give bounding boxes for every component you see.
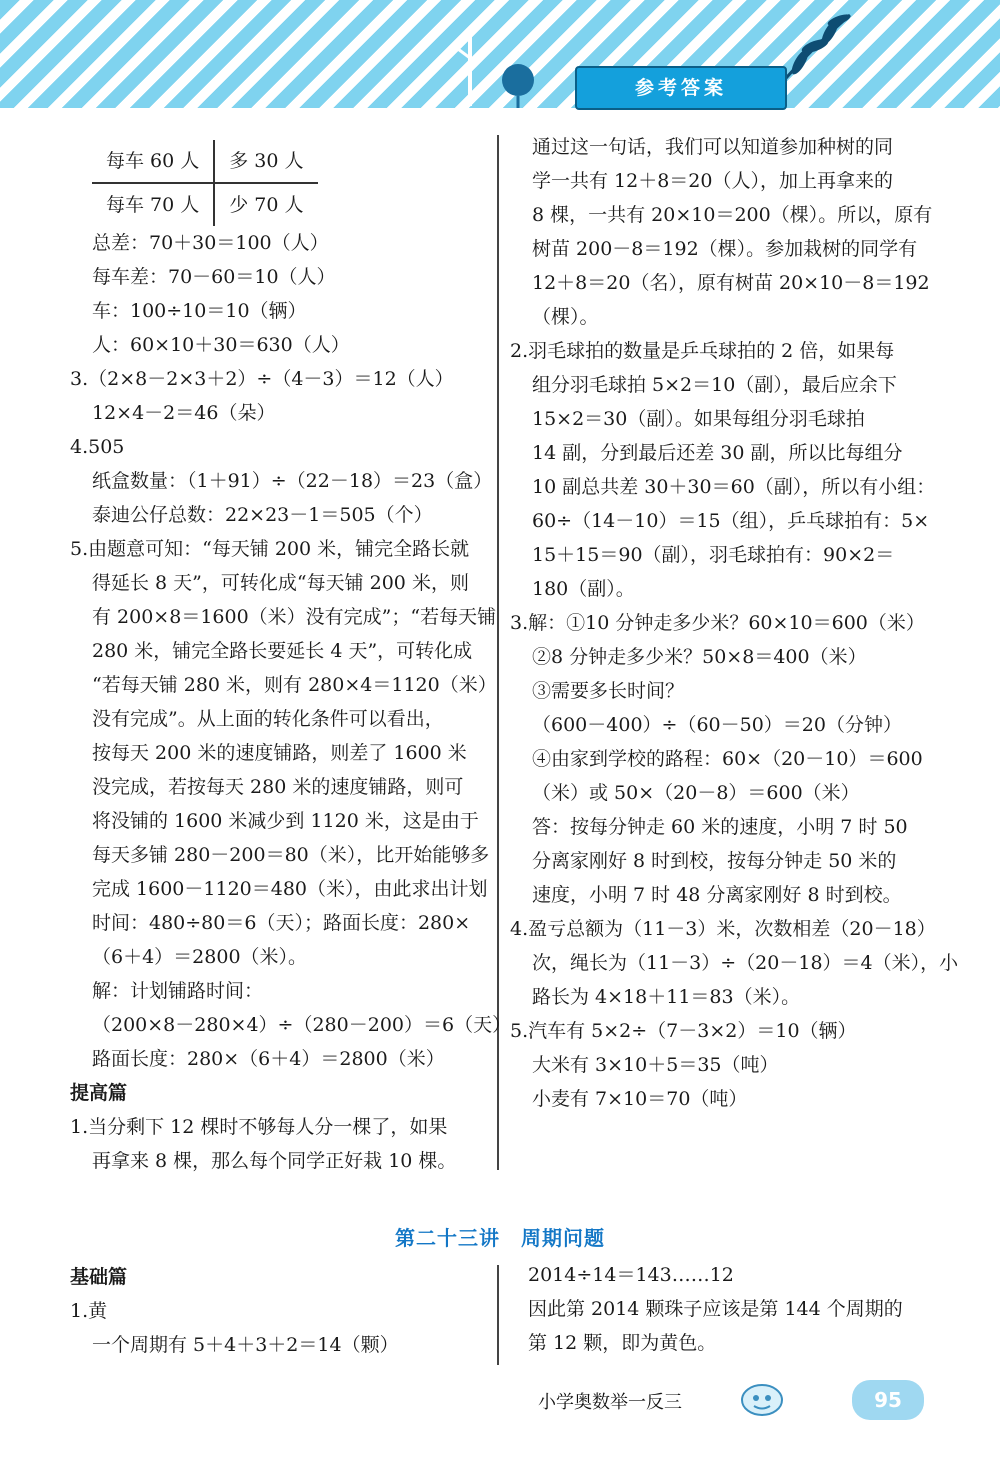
text-line: （6＋4）＝2800（米）。 [92, 946, 308, 968]
text-line: 树苗 200－8＝192（棵）。参加栽树的同学有 [532, 238, 918, 260]
table-row [92, 183, 318, 226]
header-banner [0, 0, 1000, 108]
page-number: 95 [852, 1380, 924, 1420]
table-row [92, 140, 318, 183]
text-line: （米）或 50×（20－8）＝600（米） [532, 782, 860, 804]
text-line: （600－400）÷（60－50）＝20（分钟） [532, 714, 902, 736]
text-line: 12×4－2＝46（朵） [92, 402, 276, 424]
text-line: 15×2＝30（副）。如果每组分羽毛球拍 [532, 408, 865, 430]
text-line: 14 副，分到最后还差 30 副，所以比每组分 [532, 442, 903, 464]
text-line: 2014÷14＝143……12 [528, 1264, 734, 1286]
table-cell: 每车 60 人 [92, 140, 214, 183]
text-line: 按每天 200 米的速度铺路，则差了 1600 米 [92, 742, 467, 764]
text-line: 路面长度：280×（6＋4）＝2800（米） [92, 1048, 445, 1070]
chapter-title: 第二十三讲 周期问题 [395, 1226, 605, 1250]
text-line: 次，绳长为（11－3）÷（20－18）＝4（米），小 [532, 952, 959, 974]
text-line: 总差：70＋30＝100（人） [92, 232, 329, 254]
right-column [510, 130, 959, 1116]
text-line: 分离家刚好 8 时到校，按每分钟走 50 米的 [532, 850, 897, 872]
answer-3: 3.（2×8－2×3＋2）÷（4－3）＝12（人） [70, 368, 454, 390]
text-line: 车：100÷10＝10（辆） [92, 300, 307, 322]
column-divider-bottom [497, 1265, 499, 1365]
answer-4: 4.505 [70, 436, 125, 458]
text-line: 再拿来 8 棵，那么每个同学正好栽 10 棵。 [92, 1150, 457, 1172]
text-line: 280 米，铺完全路长要延长 4 天”，可转化成 [92, 640, 473, 662]
text-line: 每天多铺 280－200＝80（米），比开始能够多 [92, 844, 490, 866]
answer-1: 1.黄 [70, 1300, 108, 1322]
answer-5: 5.由题意可知：“每天铺 200 米，铺完全路长就 [70, 538, 470, 560]
text-line: 组分羽毛球拍 5×2＝10（副），最后应余下 [532, 374, 897, 396]
text-line: 人：60×10＋30＝630（人） [92, 334, 350, 356]
answer-4-right: 4.盈亏总额为（11－3）米，次数相差（20－18） [510, 918, 936, 940]
advanced-answer-1: 1.当分剩下 12 棵时不够每人分一棵了，如果 [70, 1116, 448, 1138]
text-line: 第 12 颗，即为黄色。 [528, 1332, 717, 1354]
text-line: 泰迪公仔总数：22×23－1＝505（个） [92, 504, 433, 526]
text-line: 路长为 4×18＋11＝83（米）。 [532, 986, 801, 1008]
text-line: 完成 1600－1120＝480（米），由此求出计划 [92, 878, 488, 900]
text-line: 通过这一句话，我们可以知道参加种树的同 [532, 136, 894, 158]
text-line: 将没铺的 1600 米减少到 1120 米，这是由于 [92, 810, 479, 832]
text-line: 180（副）。 [532, 578, 635, 600]
leaf-icon [775, 10, 855, 90]
text-line: 时间：480÷80＝6（天）；路面长度：280× [92, 912, 471, 934]
text-line: “若每天铺 280 米，则有 280×4＝1120（米） [92, 674, 497, 696]
text-line: 一个周期有 5＋4＋3＋2＝14（颗） [92, 1334, 399, 1356]
table-cell: 多 30 人 [214, 140, 317, 183]
text-line: 因此第 2014 颗珠子应该是第 144 个周期的 [528, 1298, 903, 1320]
bottom-right-column [528, 1258, 958, 1360]
answer-key-tab: 参考答案 [575, 66, 787, 110]
answer-5-right: 5.汽车有 5×2÷（7－3×2）＝10（辆） [510, 1020, 857, 1042]
text-line: 解：计划铺路时间： [92, 980, 264, 1002]
text-line: 15＋15＝90（副），羽毛球拍有：90×2＝ [532, 544, 895, 566]
text-line: 10 副总共差 30＋30＝60（副），所以有小组： [532, 476, 936, 498]
text-line: 学一共有 12＋8＝20（人），加上再拿来的 [532, 170, 893, 192]
text-line: 大米有 3×10＋5＝35（吨） [532, 1054, 779, 1076]
answer-3-right: 3.解：①10 分钟走多少米？60×10＝600（米） [510, 612, 925, 634]
text-line: 答：按每分钟走 60 米的速度，小明 7 时 50 [532, 816, 908, 838]
comparison-table [92, 140, 318, 226]
table-cell: 少 70 人 [229, 194, 304, 216]
text-line: ③需要多长时间？ [532, 680, 685, 702]
tree-icon [440, 18, 550, 108]
answer-2: 2.羽毛球拍的数量是乒乓球拍的 2 倍，如果每 [510, 340, 895, 362]
left-column [70, 140, 512, 1178]
text-line: 60÷（14－10）＝15（组），乒乓球拍有：5× [532, 510, 930, 532]
text-line: 有 200×8＝1600（米）没有完成”；“若每天铺 [92, 606, 497, 628]
text-line: （200×8－280×4）÷（280－200）＝6（天） [92, 1014, 512, 1036]
text-line: 每车差：70－60＝10（人） [92, 266, 336, 288]
text-line: 没有完成”。从上面的转化条件可以看出， [92, 708, 444, 730]
section-heading-basic: 基础篇 [70, 1266, 128, 1288]
text-line: ②8 分钟走多少米？50×8＝400（米） [532, 646, 867, 668]
book-title: 小学奥数举一反三 [538, 1392, 682, 1413]
mascot-icon [738, 1378, 786, 1418]
section-heading-advanced: 提高篇 [70, 1082, 128, 1104]
text-line: ④由家到学校的路程：60×（20－10）＝600 [532, 748, 923, 770]
text-line: （棵）。 [532, 306, 599, 328]
text-line: 纸盒数量：（1＋91）÷（22－18）＝23（盒） [92, 470, 493, 492]
table-cell: 每车 70 人 [92, 183, 214, 226]
text-line: 没完成，若按每天 280 米的速度铺路，则可 [92, 776, 464, 798]
text-line: 速度，小明 7 时 48 分离家刚好 8 时到校。 [532, 884, 902, 906]
text-line: 12＋8＝20（名），原有树苗 20×10－8＝192 [532, 272, 930, 294]
bottom-left-column [70, 1260, 490, 1362]
text-line: 8 棵，一共有 20×10＝200（棵）。所以，原有 [532, 204, 933, 226]
text-line: 得延长 8 天”，可转化成“每天铺 200 米，则 [92, 572, 469, 594]
text-line: 小麦有 7×10＝70（吨） [532, 1088, 748, 1110]
